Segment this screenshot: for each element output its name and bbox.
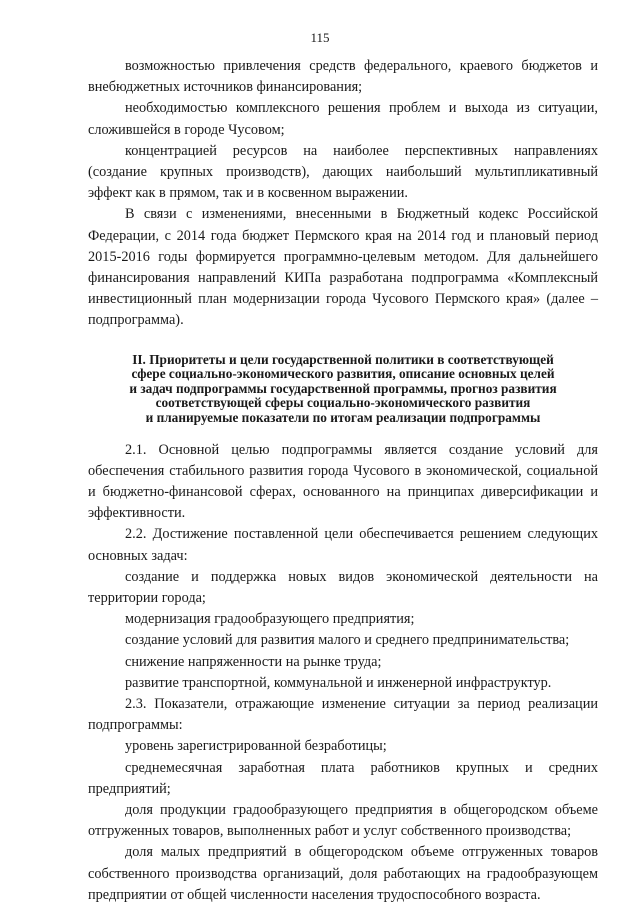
paragraph: среднемесячная заработная плата работников крупных и средних предприятий; bbox=[88, 759, 598, 797]
section-heading-line: сфере социально-экономического развития, описание основных целей bbox=[131, 366, 555, 382]
paragraph: возможностью привлечения средств федерального, краевого бюджетов и внебюджетных источников финансирования; bbox=[88, 58, 598, 96]
section-heading-line: и планируемые показатели по итогам реализации подпрограммы bbox=[145, 410, 541, 426]
paragraph: В связи с изменениями, внесенными в Бюджетный кодекс Российской Федерации, с 2014 года бюджет Пермского края на 2014 год и плановый период 2015-2016 годы формируется программно-целевым методом. Для дальнейшего финансирования направлений КИПа разработана подпрограмма «Комплексный инвестиционный план модернизации города Чусового Пермского края» (далее – подпрограмма). bbox=[88, 206, 598, 329]
paragraph: 2.1. Основной целью подпрограммы является создание условий для обеспечения стабильного развития города Чусового в экономической, социальной и бюджетно-финансовой сферах, основанного на принципах диверсификации и эффективности. bbox=[88, 441, 598, 522]
paragraph: 2.2. Достижение поставленной цели обеспечивается решением следующих основных задач: bbox=[88, 526, 598, 564]
paragraph: создание и поддержка новых видов экономической деятельности на территории города; bbox=[88, 568, 598, 607]
paragraph: концентрацией ресурсов на наиболее перспективных направлениях (создание крупных производств), дающих наибольший мультипликативный эффект как в прямом, так и в косвенном выражении. bbox=[88, 142, 598, 202]
paragraph: доля малых предприятий в общегородском объеме отгруженных товаров собственного производства организаций, доля работающих на градообразующем предприятии от общей численности населения трудоспособного возраста. bbox=[88, 844, 598, 903]
section-heading bbox=[88, 353, 598, 426]
paragraph: развитие транспортной, коммунальной и инженерной инфраструктур. bbox=[125, 674, 552, 691]
paragraph: создание условий для развития малого и среднего предпринимательства; bbox=[125, 632, 570, 649]
page-number: 115 bbox=[310, 30, 330, 45]
paragraph: 2.3. Показатели, отражающие изменение ситуации за период реализации подпрограммы: bbox=[88, 696, 598, 734]
paragraph: доля продукции градообразующего предприятия в общегородском объеме отгруженных товаров, выполненных работ и услуг собственного производства; bbox=[88, 802, 598, 840]
paragraph: снижение напряженности на рынке труда; bbox=[125, 653, 382, 670]
document-body bbox=[88, 56, 598, 906]
paragraph: модернизация градообразующего предприятия; bbox=[125, 611, 415, 628]
paragraph: уровень зарегистрированной безработицы; bbox=[125, 738, 387, 755]
section-heading-line: II. Приоритеты и цели государственной политики в соответствующей bbox=[132, 351, 554, 367]
section-heading-line: соответствующей сферы социально-экономического развития bbox=[155, 395, 531, 411]
paragraph: необходимостью комплексного решения проблем и выхода из ситуации, сложившейся в городе Чусовом; bbox=[88, 100, 598, 138]
section-heading-line: и задач подпрограммы государственной программы, прогноз развития bbox=[129, 380, 557, 396]
